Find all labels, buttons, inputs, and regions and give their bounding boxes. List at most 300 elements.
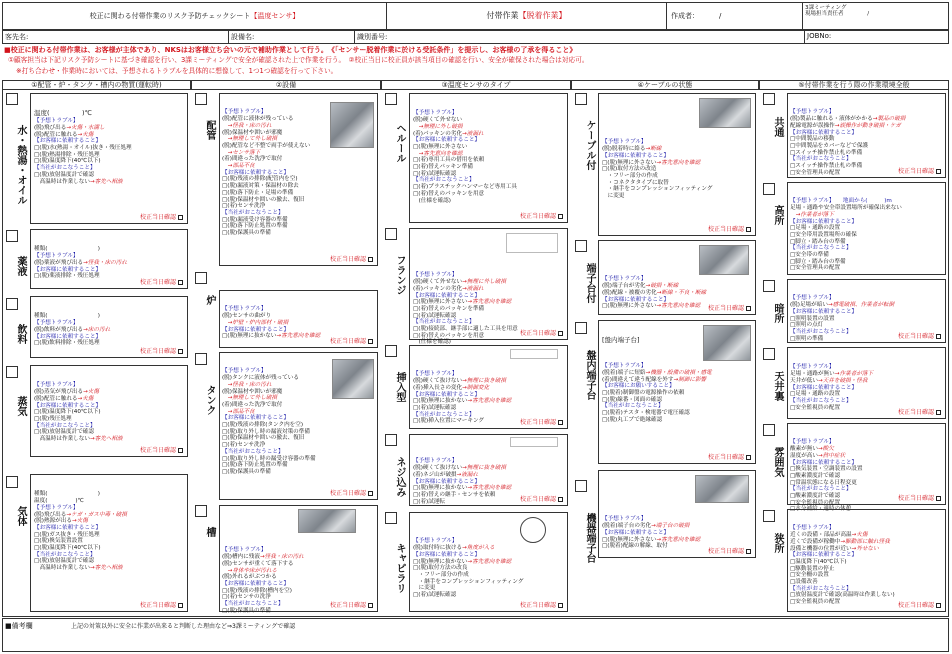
confirm-checkbox[interactable]	[558, 331, 563, 336]
line: □(脱)水(熱湯・オイル)抜き・残圧処理	[34, 145, 132, 152]
block-narrow	[787, 509, 946, 612]
header-title: 校正に関わる付帯作業のリスク予防チェックシート	[89, 11, 251, 20]
line: □(脱)残液の排除(配管内を空)	[222, 176, 298, 183]
confirm-cable	[708, 226, 751, 233]
checkbox-gas[interactable]	[6, 476, 18, 488]
block-vat	[219, 505, 378, 612]
line: □(脱)無理に外さない	[413, 143, 468, 150]
header-row-2	[2, 30, 949, 44]
block-chemical-text	[34, 233, 127, 293]
line: 【お客様に依頼すること】	[413, 137, 481, 144]
block-cable	[598, 93, 756, 236]
line: □(脱)放射温度計で確認	[34, 171, 94, 178]
line: (脱)センサの曲がり	[222, 313, 272, 320]
confirm-tank	[330, 490, 373, 497]
author-cell	[667, 3, 803, 29]
block-common	[787, 93, 946, 178]
line: □脚立・踏み台の準備	[790, 258, 846, 265]
trouble-consequence: →火傷・水濡し	[66, 124, 105, 131]
label-cable: ケーブル付	[584, 120, 595, 170]
line: (脱)外れるがぶつかる	[222, 574, 277, 581]
line	[790, 532, 895, 539]
text-part: 配線電源が誤操作	[790, 122, 835, 129]
trouble-consequence: →客先へ相談	[89, 436, 123, 443]
confirm-label: 校正当日確認	[519, 495, 556, 503]
checkbox-device-terminal[interactable]	[575, 480, 587, 492]
line	[34, 327, 110, 334]
line: 【予想トラブル】	[34, 253, 79, 260]
line: □(脱)落下防止処置の準備	[222, 223, 288, 230]
block-furnace	[219, 290, 378, 348]
trouble-consequence: →熱中症状	[817, 452, 846, 459]
line: 【お客様に依頼すること】	[34, 266, 102, 273]
column-title-5: ⑤付帯作業を行う際の作業環境全般	[759, 80, 949, 90]
block-beverage-text	[34, 300, 110, 360]
line: □(脱)薬液排除・残圧処理	[34, 273, 100, 280]
checkbox-capillary[interactable]	[385, 512, 397, 524]
trouble-consequence: →火傷	[77, 131, 94, 138]
line: →怪我・床の汚れ	[222, 122, 272, 129]
confirm-terminal	[708, 305, 751, 312]
trouble-consequence: →客先意向を確認	[656, 536, 701, 543]
trouble-consequence: →液漏れ	[462, 285, 484, 292]
line: 【お客様に依頼すること】	[413, 551, 481, 558]
confirm-checkbox[interactable]	[178, 280, 183, 285]
line: □(着)プラスチックハンマーなど専用工具	[413, 184, 517, 191]
line: □安全管理具の配置	[790, 169, 841, 176]
label-beverage: 飲料	[15, 324, 26, 344]
confirm-label: 校正当日確認	[519, 601, 556, 609]
block-panel-terminal-text	[602, 324, 712, 437]
text-part: (着)パッキンの劣化	[413, 285, 463, 292]
confirm-piping	[330, 256, 373, 263]
line	[34, 179, 132, 186]
line: □(脱)取付方法の改造	[602, 166, 657, 173]
confirm-label: 校正当日確認	[707, 225, 744, 233]
line: 【予想トラブル】	[602, 516, 647, 523]
text-part: (脱)硬くて抜けない	[413, 378, 463, 385]
line: 【予想トラブル】	[790, 525, 835, 532]
trouble-consequence: →角度が入る	[462, 545, 495, 552]
line	[790, 212, 902, 219]
checkbox-atmosphere[interactable]	[763, 424, 775, 436]
panel-photo	[703, 325, 751, 361]
line: 【お客様に依頼すること】	[602, 152, 670, 159]
block-insertion-text	[413, 358, 511, 438]
header-center-cell	[387, 3, 667, 29]
line: 【予想トラブル】	[222, 547, 267, 554]
line: 【予想トラブル】	[602, 363, 647, 370]
line: (仕様を確認)	[413, 197, 451, 204]
line: 【お客様に依頼すること】	[790, 552, 858, 559]
text-part: □(脱)無理に抜かない	[413, 485, 468, 492]
line: (脱)配管に液体が残っている	[222, 116, 294, 123]
line: □安全監視員の配置	[790, 499, 841, 506]
line: 【お客様に依頼すること】	[222, 415, 290, 422]
line: [盤内端子台]	[602, 336, 640, 345]
line: 【お客様に依頼すること】	[34, 402, 102, 409]
line: 【当社がおこなうこと】	[413, 319, 475, 326]
line: 種類( )	[34, 313, 100, 320]
confirm-checkbox[interactable]	[368, 257, 373, 262]
confirm-checkbox[interactable]	[178, 349, 183, 354]
confirm-checkbox[interactable]	[746, 227, 751, 232]
line: □(脱)取り外し時の漏受け容器の準備	[222, 455, 316, 462]
text-part: (脱)製品に触れる・液体がかかる	[790, 116, 873, 123]
confirm-chemical	[140, 279, 183, 286]
line: 【予想トラブル】	[413, 110, 458, 117]
line: ・継手をコンプレッションフィッティング	[413, 578, 524, 585]
confirm-threaded	[520, 496, 563, 503]
confirm-checkbox[interactable]	[558, 420, 563, 425]
column-title-4: ④ケーブルの状態	[571, 80, 759, 90]
line: □(着)試運転確認	[413, 404, 457, 411]
column-title-3: ③温度センサのタイプ	[381, 80, 571, 90]
text-part: □(脱)無理に抜かない	[413, 398, 468, 405]
text-part: 足場・通路が無い	[790, 371, 835, 378]
trouble-consequence: →怪我・床の汚れ	[259, 554, 304, 561]
checkbox-terminal[interactable]	[575, 240, 587, 252]
line: 【予想トラブル】	[790, 295, 835, 302]
line: □(脱)放射温度計で確認	[34, 429, 94, 436]
confirm-checkbox[interactable]	[368, 603, 373, 608]
trouble-consequence: →誤操作が動き破損・ケガ	[834, 122, 901, 129]
checkbox-height[interactable]	[763, 183, 775, 195]
confirm-checkbox[interactable]	[178, 448, 183, 453]
text-part: (脱)取付時に抜ける	[413, 545, 463, 552]
line: に変更	[602, 193, 625, 200]
line	[602, 370, 712, 377]
line: □(脱)取付方法の改良	[413, 565, 468, 572]
checkbox-common[interactable]	[763, 93, 775, 105]
text-part: (脱)薬液が飛び出る	[34, 259, 84, 266]
line: □(着)試運転確認	[413, 312, 457, 319]
block-threaded	[409, 434, 568, 506]
confirm-checkbox[interactable]	[558, 214, 563, 219]
confirm-checkbox[interactable]	[178, 603, 183, 608]
line: □(着)替えのパッキンを準備	[413, 305, 485, 312]
confirm-checkbox[interactable]	[746, 306, 751, 311]
line: ・継手をコンプレッションフィッティング	[602, 186, 713, 193]
block-tank-text	[222, 355, 316, 489]
line: □温度降下(40℃以下)	[790, 558, 847, 565]
block-capillary-text	[413, 525, 523, 612]
line: □スイッチ操作禁止札の準備	[790, 149, 863, 156]
checkbox-flange[interactable]	[385, 228, 397, 240]
line	[34, 565, 127, 572]
line: 【当社がおこなうこと】	[222, 601, 284, 608]
line: □(脱)保護具の準備	[222, 230, 271, 237]
confirm-label: 校正当日確認	[707, 304, 744, 312]
line	[413, 485, 511, 492]
checkbox-piping[interactable]	[195, 93, 207, 105]
block-common-text	[790, 96, 905, 190]
line	[222, 333, 320, 340]
text-part: (着)挿入長さの変化	[413, 384, 463, 391]
confirm-checkbox[interactable]	[558, 603, 563, 608]
trouble-consequence: →客先へ相談	[89, 178, 123, 185]
line: 【お客様に依頼すること】	[34, 333, 102, 340]
trouble-consequence: →火傷	[71, 518, 88, 525]
line: 【お客様に依頼すること】	[222, 580, 290, 587]
confirm-label: 校正当日確認	[139, 446, 176, 454]
block-chemical	[30, 229, 188, 289]
device-terminal-photo	[695, 475, 749, 503]
block-vat-text	[222, 534, 304, 628]
confirm-checkbox[interactable]	[936, 603, 941, 608]
line	[790, 453, 862, 460]
line: □安全管理具の配置	[790, 265, 841, 272]
confirm-checkbox[interactable]	[178, 215, 183, 220]
trouble-consequence: →液漏れ	[462, 130, 484, 137]
confirm-checkbox[interactable]	[936, 496, 941, 501]
line: □足場・通路の設置	[790, 391, 841, 398]
remarks-input[interactable]	[5, 633, 945, 649]
confirm-vat	[330, 602, 373, 609]
line: □(着)試運転確認	[413, 592, 457, 599]
line: □駆動装置の停止	[790, 565, 835, 572]
line	[790, 116, 905, 123]
text-part: 天井が低い	[790, 377, 818, 384]
meeting-line-1: 3課ミーティング	[805, 5, 847, 11]
line: □(脱)落下防止・足場の準備	[222, 189, 294, 196]
line: 【お客様に依頼すること】	[602, 296, 670, 303]
confirm-checkbox[interactable]	[936, 169, 941, 174]
label-atmosphere: 雰囲気	[772, 447, 783, 477]
trouble-consequence: →無理に外し破損	[462, 279, 506, 286]
line: 【予想トラブル】	[790, 364, 835, 371]
label-chemical: 薬液	[15, 256, 26, 276]
line: 【お客様に依頼すること】	[413, 478, 481, 485]
text-part: 湿度が高い	[790, 452, 818, 459]
block-flange	[409, 228, 568, 346]
equipment-cell	[229, 31, 355, 43]
block-piping-text	[222, 96, 310, 250]
line: 【お客様に依頼すること】	[790, 218, 858, 225]
label-common: 共通	[772, 117, 783, 137]
checkbox-ceiling[interactable]	[763, 348, 775, 360]
line: □(脱)温度降下(40℃以下)	[34, 409, 101, 416]
line: □(脱)接続部、継手部に適した工具を用意	[413, 326, 518, 333]
label-steam: 蒸気	[15, 396, 26, 416]
label-ferrule: ヘルール	[394, 123, 405, 163]
text-part: (着)パッキンの劣化	[413, 130, 463, 137]
checkbox-ferrule[interactable]	[385, 93, 397, 105]
confirm-ferrule	[520, 213, 563, 220]
trouble-consequence: →無理に抜き破損	[462, 465, 506, 472]
line: 【お客様に依頼すること】	[34, 524, 102, 531]
line: →無理に外し破損	[413, 123, 463, 130]
trouble-consequence: →客先意向を確認	[467, 299, 512, 306]
line: □水分補給・適時の休憩	[790, 506, 852, 513]
confirm-label: 校正当日確認	[897, 494, 934, 502]
checkbox-narrow[interactable]	[763, 510, 775, 522]
block-gas-text	[34, 478, 127, 585]
label-narrow: 狭所	[772, 533, 783, 553]
threaded-sensor-drawing	[510, 437, 558, 447]
checkbox-beverage[interactable]	[6, 298, 18, 310]
line: ・フリー部分の作成	[602, 172, 658, 179]
meeting-line-2: 現場担当責任者	[805, 11, 844, 18]
line: 【予想トラブル】	[790, 109, 835, 116]
confirm-checkbox[interactable]	[746, 455, 751, 460]
trouble-consequence: →駆動部に触れ怪我	[840, 538, 890, 545]
line: 【予想トラブル】	[413, 371, 458, 378]
label-capillary: キャピラリ	[394, 543, 405, 593]
checkbox-panel-terminal[interactable]	[575, 322, 587, 334]
confirm-label: 校正当日確認	[329, 255, 366, 263]
label-insertion: 挿入型	[394, 372, 405, 402]
block-ferrule-text	[413, 97, 517, 218]
line: □(脱)温度降下(40℃以下)	[34, 545, 101, 552]
line: □足場・通路の設置	[790, 225, 841, 232]
text-part: (脱)熱源が出る	[34, 518, 72, 525]
customer-cell	[3, 31, 229, 43]
trouble-consequence: →火傷	[83, 389, 99, 396]
line	[790, 378, 873, 385]
text-part: (脱)槽内に残液	[222, 554, 260, 561]
line	[790, 123, 905, 130]
checkbox-threaded[interactable]	[385, 434, 397, 446]
id-number-cell	[355, 31, 805, 43]
trouble-consequence: →火傷	[851, 532, 868, 539]
line: □(脱)漏液対策・保温材の除去	[222, 183, 299, 190]
confirm-device-terminal	[708, 548, 751, 555]
trouble-consequence: →外せない	[851, 545, 879, 552]
line: □(脱)保温材や囲いの撤去、復旧	[222, 196, 305, 203]
line: 【当社がおこなうこと】	[222, 209, 284, 216]
remarks-label: ■備考欄	[5, 622, 33, 630]
line: □(脱)保護具の準備	[222, 607, 271, 614]
confirm-label: 校正当日確認	[897, 332, 934, 340]
column-title-1: ①配管・炉・タンク・槽内の物質(運転時)	[2, 80, 191, 90]
block-ceiling-text	[790, 351, 873, 425]
checkbox-tank[interactable]	[195, 353, 207, 365]
line: □(脱)落下防止処置の準備	[222, 462, 288, 469]
line	[413, 378, 511, 385]
flange-sensor-drawing	[506, 233, 558, 253]
cable-sensor-photo	[699, 98, 751, 128]
line: □(脱)保温材や囲いの撤去、復旧	[222, 435, 305, 442]
line: 【当社がおこなうこと】	[413, 177, 475, 184]
confirm-checkbox[interactable]	[936, 334, 941, 339]
block-terminal-text	[602, 263, 706, 323]
line: □換気装置・空調装置の設置	[790, 466, 863, 473]
line: □照明装置の設置	[790, 315, 835, 322]
column-title-2: ②設備	[191, 80, 381, 90]
line: 【お客様に依頼すること】	[34, 138, 102, 145]
line: □(着)試運転確認	[413, 170, 457, 177]
confirm-label: 校正当日確認	[519, 329, 556, 337]
confirm-checkbox[interactable]	[368, 339, 373, 344]
trouble-consequence: →酸欠	[817, 446, 834, 453]
line: (脱)保温材や囲いが邪魔	[222, 388, 283, 395]
confirm-label: 校正当日確認	[139, 213, 176, 221]
checkbox-water[interactable]	[6, 93, 18, 105]
block-narrow-text	[790, 512, 895, 619]
checkbox-vat[interactable]	[195, 505, 207, 517]
confirm-gas	[140, 602, 183, 609]
text-part: (脱)飲料が飛び出る	[34, 326, 84, 333]
text-part: (脱)蒸気が飛び出る	[34, 389, 84, 396]
line	[790, 302, 894, 309]
label-panel-terminal: 盤内端子台	[584, 350, 595, 400]
line: □(脱)放射温度計で確認	[34, 558, 94, 565]
line: □(脱)線番・図面の確認	[602, 396, 662, 403]
confirm-checkbox[interactable]	[368, 491, 373, 496]
note-3: ※打ち合わせ・作業時においては、予想されるトラブルを具体的に想像して、1つ1つ確認を行って下さい。	[16, 67, 338, 75]
confirm-checkbox[interactable]	[558, 497, 563, 502]
block-dark	[787, 279, 946, 343]
confirm-label: 校正当日確認	[329, 601, 366, 609]
line: □常温状態になる日程変更	[790, 479, 857, 486]
confirm-checkbox[interactable]	[746, 549, 751, 554]
block-piping	[219, 93, 378, 266]
block-furnace-text	[222, 293, 320, 353]
trouble-consequence: →断線・不良・断線	[656, 289, 707, 296]
checkbox-dark[interactable]	[763, 280, 775, 292]
text-part: (脱)硬くて外せない	[413, 279, 463, 286]
line: 【当社がおこなうこと】	[222, 448, 284, 455]
confirm-label: 校正当日確認	[329, 337, 366, 345]
line: 【予想トラブル】	[222, 109, 267, 116]
customer-label: 客先名:	[5, 32, 29, 41]
terminal-sensor-photo	[699, 245, 749, 275]
block-device-terminal	[598, 470, 756, 558]
block-terminal	[598, 240, 756, 315]
line: □(着)センサの洗浄	[222, 594, 271, 601]
checkbox-furnace[interactable]	[195, 272, 207, 284]
text-part: 近くで設備が稼働中	[790, 538, 841, 545]
line: □酸素濃度計で確認	[790, 493, 841, 500]
confirm-checkbox[interactable]	[936, 410, 941, 415]
line: □(着)替えの継手・センサを依頼	[413, 491, 496, 498]
line: 温度( )℃	[34, 498, 84, 505]
confirm-label: 校正当日確認	[897, 167, 934, 175]
confirm-label: 校正当日確認	[139, 347, 176, 355]
line: 【お客様に依頼すること】	[413, 292, 481, 299]
block-atmosphere	[787, 423, 946, 513]
checkbox-chemical[interactable]	[6, 230, 18, 242]
line: →炉壁・炉内部材・破損	[222, 319, 289, 326]
line	[413, 299, 518, 306]
label-height: 高所	[772, 205, 783, 225]
checkbox-steam[interactable]	[6, 366, 18, 378]
line	[602, 303, 706, 310]
line	[413, 286, 518, 293]
trouble-consequence: →客先意向を確認	[467, 558, 512, 565]
trouble-consequence: →客先意向を確認	[656, 303, 701, 310]
label-tank: タンク	[204, 385, 215, 415]
line: □放射温度計で確認(高温時は作業しない)	[790, 592, 895, 599]
confirm-label: 校正当日確認	[897, 601, 934, 609]
line: □(脱)換気装置設置	[34, 538, 83, 545]
checkbox-cable[interactable]	[575, 93, 587, 105]
confirm-panel-terminal	[708, 454, 751, 461]
line: □(脱)漏液受け容器の準備	[222, 216, 288, 223]
author-label: 作成者：	[671, 11, 699, 20]
line: 【お客様に依頼すること】	[790, 308, 858, 315]
trouble-consequence: →破損・断線	[645, 283, 679, 290]
confirm-label: 校正当日確認	[707, 547, 744, 555]
trouble-consequence: →感電破損、作業者が転倒	[827, 302, 895, 309]
line: □酸素濃度計で確認	[790, 472, 841, 479]
trouble-consequence: →機器・設備の破損・感電	[645, 369, 712, 376]
checkbox-insertion[interactable]	[385, 345, 397, 357]
line: □安全監視員の配置	[790, 599, 841, 606]
trouble-consequence: →液漏れ	[456, 471, 478, 478]
block-threaded-text	[413, 445, 511, 519]
